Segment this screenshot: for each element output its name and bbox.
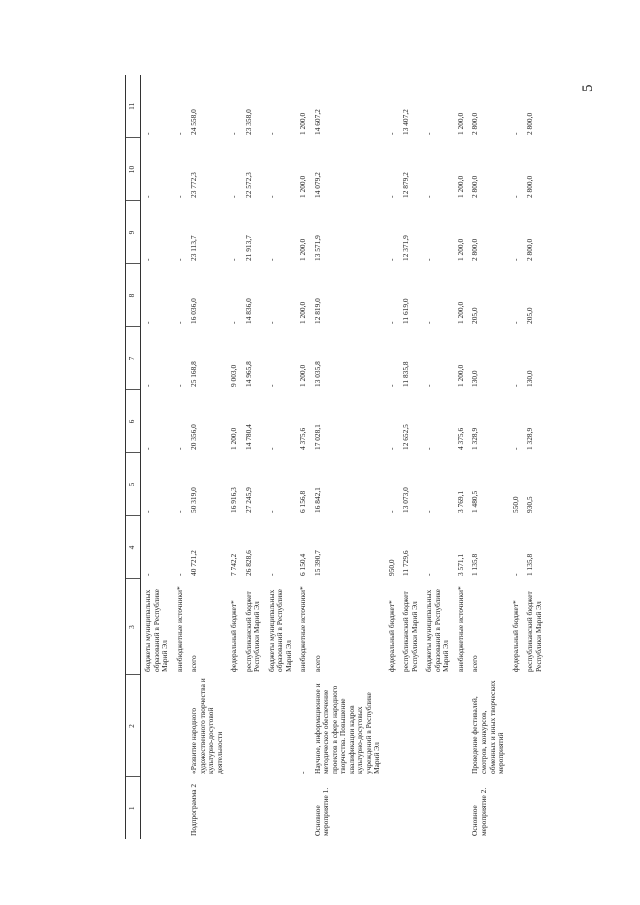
row-value-cell: - (229, 321, 239, 324)
row-value-cell: - (143, 384, 152, 387)
row-source-cell: бюджеты муниципальных образований в Республике Марий Эл (424, 589, 451, 672)
column-header: 9 (126, 201, 141, 264)
row-value-cell: 1 200,0 (455, 364, 465, 387)
row-program-cell (523, 777, 546, 839)
table-row (454, 75, 469, 839)
row-description-cell (523, 675, 546, 777)
row-value-cell: - (143, 447, 152, 450)
row-value-cell: - (386, 447, 396, 450)
row-value-cell: 2 800,0 (470, 175, 480, 198)
row-value-cell: - (424, 510, 434, 513)
row-program-cell (509, 777, 524, 839)
row-program-cell (242, 777, 265, 839)
row-value-cell: 130,0 (525, 370, 535, 387)
row-value-cell: 27 245,9 (243, 487, 253, 513)
row-description-cell (454, 675, 469, 777)
row-value-cell: 2 800,0 (470, 112, 480, 135)
row-value-cell: 1 200,0 (455, 175, 465, 198)
row-value-cell: - (386, 321, 396, 324)
column-header: 8 (126, 264, 141, 327)
row-value-cell: 1 200,0 (298, 112, 308, 135)
row-value-cell: - (143, 132, 152, 135)
table-row (385, 75, 400, 839)
row-value-cell: 950,0 (386, 559, 396, 576)
row-value-cell: 1 200,0 (298, 238, 308, 261)
row-value-cell: 1 480,5 (470, 490, 480, 513)
table-row (311, 75, 385, 839)
row-value-cell: 23 358,0 (243, 109, 253, 135)
row-value-cell: - (143, 321, 152, 324)
table-row (187, 75, 227, 839)
row-source-cell: бюджеты муниципальных образований в Республике Марий Эл (266, 589, 293, 672)
row-description-cell (141, 675, 173, 777)
table-row (523, 75, 546, 839)
row-value-cell: 16 842,1 (312, 487, 322, 513)
row-value-cell: - (424, 447, 434, 450)
row-value-cell: 2 800,0 (525, 112, 535, 135)
row-program-cell (141, 777, 173, 839)
row-value-cell: - (510, 258, 520, 261)
row-value-cell: 13 073,0 (401, 487, 411, 513)
row-value-cell: 14 965,8 (243, 361, 253, 387)
row-value-cell: - (386, 132, 396, 135)
row-description-cell: Научное, информационное и методическое обеспечение проектов в сфере народного творчества. Повышение квалификации кадров культурно-досуговых учреждений в Республике Марий Эл (312, 683, 382, 774)
row-program-cell (454, 777, 469, 839)
page-number: 5 (580, 84, 596, 92)
row-program-cell (385, 777, 400, 839)
row-value-cell: 17 028,1 (312, 424, 322, 450)
row-value-cell: 14 607,2 (312, 109, 322, 135)
row-value-cell: 1 328,9 (525, 427, 535, 450)
row-description-cell (399, 675, 422, 777)
row-value-cell: - (424, 321, 434, 324)
row-source-cell: федеральный бюджет* (510, 600, 520, 672)
row-source-cell: всего (470, 655, 480, 672)
row-value-cell: - (266, 195, 276, 198)
row-value-cell: - (143, 510, 152, 513)
column-header: 10 (126, 138, 141, 201)
row-program-cell (265, 777, 297, 839)
row-value-cell: 1 135,8 (470, 553, 480, 576)
row-value-cell: 25 168,8 (189, 361, 199, 387)
row-value-cell: 12 652,5 (401, 424, 411, 450)
row-source-cell: республиканский бюджет Республики Марий Эл (243, 591, 262, 672)
rotated-table-sheet (125, 75, 615, 839)
row-value-cell: - (229, 132, 239, 135)
column-header: 3 (126, 579, 141, 675)
row-value-cell: - (174, 321, 184, 324)
row-value-cell: 14 780,4 (243, 424, 253, 450)
row-value-cell: - (510, 447, 520, 450)
row-value-cell: - (266, 573, 276, 576)
row-description-cell: Проведение фестивалей, смотров, конкурсов, обменных и иных творческих мероприятий (470, 680, 506, 774)
row-value-cell: 16 916,3 (229, 487, 239, 513)
row-value-cell: - (229, 258, 239, 261)
row-value-cell: - (266, 447, 276, 450)
row-value-cell: 130,0 (470, 370, 480, 387)
row-description-cell (385, 675, 400, 777)
row-value-cell: 1 200,0 (298, 301, 308, 324)
row-value-cell: 2 800,0 (525, 238, 535, 261)
row-value-cell: 50 319,0 (189, 487, 199, 513)
row-value-cell: - (510, 132, 520, 135)
row-source-cell: внебюджетные источники* (174, 586, 184, 672)
row-value-cell: - (143, 195, 152, 198)
row-value-cell: - (174, 447, 184, 450)
row-value-cell: 22 572,3 (243, 172, 253, 198)
row-value-cell: - (424, 258, 434, 261)
row-description-cell: - (298, 771, 308, 774)
row-value-cell: - (266, 258, 276, 261)
row-value-cell: 11 729,6 (401, 550, 411, 576)
row-source-cell: бюджеты муниципальных образований в Республике Марий Эл (143, 589, 170, 672)
column-header: 6 (126, 390, 141, 453)
row-value-cell: 1 200,0 (298, 364, 308, 387)
row-value-cell: 205,0 (470, 307, 480, 324)
row-value-cell: - (386, 195, 396, 198)
table-row (422, 75, 454, 839)
row-value-cell: - (386, 384, 396, 387)
row-description-cell (422, 675, 454, 777)
row-value-cell: 12 879,2 (401, 172, 411, 198)
row-value-cell: - (386, 258, 396, 261)
row-value-cell: 6 150,4 (298, 553, 308, 576)
row-description-cell (242, 675, 265, 777)
row-value-cell: - (143, 258, 152, 261)
row-value-cell: - (424, 573, 434, 576)
row-value-cell: - (229, 195, 239, 198)
column-header: 7 (126, 327, 141, 390)
table-row (141, 75, 173, 839)
row-source-cell: федеральный бюджет* (229, 600, 239, 672)
table-row (296, 75, 311, 839)
row-value-cell: 23 113,7 (189, 235, 199, 261)
row-value-cell: 13 407,2 (401, 109, 411, 135)
row-value-cell: 1 200,0 (455, 112, 465, 135)
row-value-cell: 23 772,3 (189, 172, 199, 198)
row-value-cell: 13 035,8 (312, 361, 322, 387)
row-description-cell: «Развитие народного художественного творчества и культурно-досуговой деятельности (189, 678, 224, 774)
row-value-cell: 3 571,1 (455, 553, 465, 576)
row-program-cell: Основное мероприятие 2. (470, 787, 488, 836)
row-value-cell: - (424, 384, 434, 387)
row-value-cell: 1 328,9 (470, 427, 480, 450)
row-source-cell: внебюджетные источники* (298, 586, 308, 672)
table-row (468, 75, 508, 839)
row-value-cell: 14 836,0 (243, 298, 253, 324)
row-source-cell: всего (189, 655, 199, 672)
row-value-cell: 11 835,8 (401, 361, 411, 387)
row-value-cell: - (386, 510, 396, 513)
row-description-cell (509, 675, 524, 777)
budget-table (125, 75, 546, 839)
row-value-cell: - (510, 195, 520, 198)
row-value-cell: - (174, 195, 184, 198)
row-value-cell: 1 200,0 (455, 238, 465, 261)
row-value-cell: 4 375,6 (455, 427, 465, 450)
row-value-cell: 11 619,0 (401, 298, 411, 324)
row-source-cell: внебюджетные источники* (455, 586, 465, 672)
row-source-cell: республиканский бюджет Республики Марий Эл (401, 591, 419, 672)
row-description-cell (173, 675, 188, 777)
row-value-cell: - (510, 573, 520, 576)
row-program-cell (227, 777, 242, 839)
row-value-cell: 21 913,7 (243, 235, 253, 261)
row-source-cell: федеральный бюджет* (386, 600, 396, 672)
row-value-cell: - (174, 573, 184, 576)
row-value-cell: 13 571,9 (312, 235, 322, 261)
row-description-cell (227, 675, 242, 777)
row-value-cell: 26 828,6 (243, 550, 253, 576)
row-source-cell: республиканский бюджет Республики Марий Эл (525, 591, 543, 672)
row-value-cell: 20 356,0 (189, 424, 199, 450)
column-header: 4 (126, 516, 141, 579)
row-value-cell: 550,0 (510, 496, 520, 513)
row-value-cell: - (174, 132, 184, 135)
row-value-cell: 205,0 (525, 307, 535, 324)
row-program-cell (399, 777, 422, 839)
table-row (509, 75, 524, 839)
row-value-cell: 12 819,0 (312, 298, 322, 324)
row-value-cell: 12 371,9 (401, 235, 411, 261)
column-header: 5 (126, 453, 141, 516)
row-value-cell: 7 742,2 (229, 553, 239, 576)
column-header: 11 (126, 75, 141, 138)
row-value-cell: 24 558,0 (189, 109, 199, 135)
row-value-cell: - (424, 132, 434, 135)
row-value-cell: - (174, 258, 184, 261)
row-value-cell: 15 390,7 (312, 550, 322, 576)
column-header: 1 (126, 777, 141, 839)
row-value-cell: - (266, 384, 276, 387)
row-program-cell: Основное мероприятие 1. (312, 787, 331, 836)
row-program-cell: Подпрограмма 2 (189, 783, 199, 836)
row-value-cell: - (266, 321, 276, 324)
row-value-cell: 2 800,0 (525, 175, 535, 198)
row-program-cell (173, 777, 188, 839)
row-value-cell: - (510, 321, 520, 324)
row-value-cell: 14 079,2 (312, 172, 322, 198)
column-number-row (126, 75, 141, 839)
table-body (141, 75, 547, 839)
row-value-cell: 2 800,0 (470, 238, 480, 261)
row-value-cell: - (266, 132, 276, 135)
row-value-cell: 6 156,8 (298, 490, 308, 513)
table-row (265, 75, 297, 839)
row-value-cell: 1 200,0 (455, 301, 465, 324)
row-source-cell: всего (312, 655, 322, 672)
row-program-cell (422, 777, 454, 839)
row-value-cell: 1 200,0 (229, 427, 239, 450)
row-value-cell: 3 769,1 (455, 490, 465, 513)
row-value-cell: 1 200,0 (298, 175, 308, 198)
row-value-cell: - (143, 573, 152, 576)
row-program-cell (296, 777, 311, 839)
row-value-cell: 930,5 (525, 496, 535, 513)
row-value-cell: 16 036,0 (189, 298, 199, 324)
table-row (227, 75, 242, 839)
row-value-cell: - (510, 384, 520, 387)
table-row (173, 75, 188, 839)
row-value-cell: 9 003,0 (229, 364, 239, 387)
table-row (399, 75, 422, 839)
row-value-cell: 4 375,6 (298, 427, 308, 450)
row-value-cell: 1 135,8 (525, 553, 535, 576)
row-description-cell (265, 675, 297, 777)
column-header: 2 (126, 675, 141, 777)
row-value-cell: - (174, 384, 184, 387)
row-value-cell: 40 721,2 (189, 550, 199, 576)
table-row (242, 75, 265, 839)
row-value-cell: - (424, 195, 434, 198)
row-value-cell: - (174, 510, 184, 513)
row-value-cell: - (266, 510, 276, 513)
